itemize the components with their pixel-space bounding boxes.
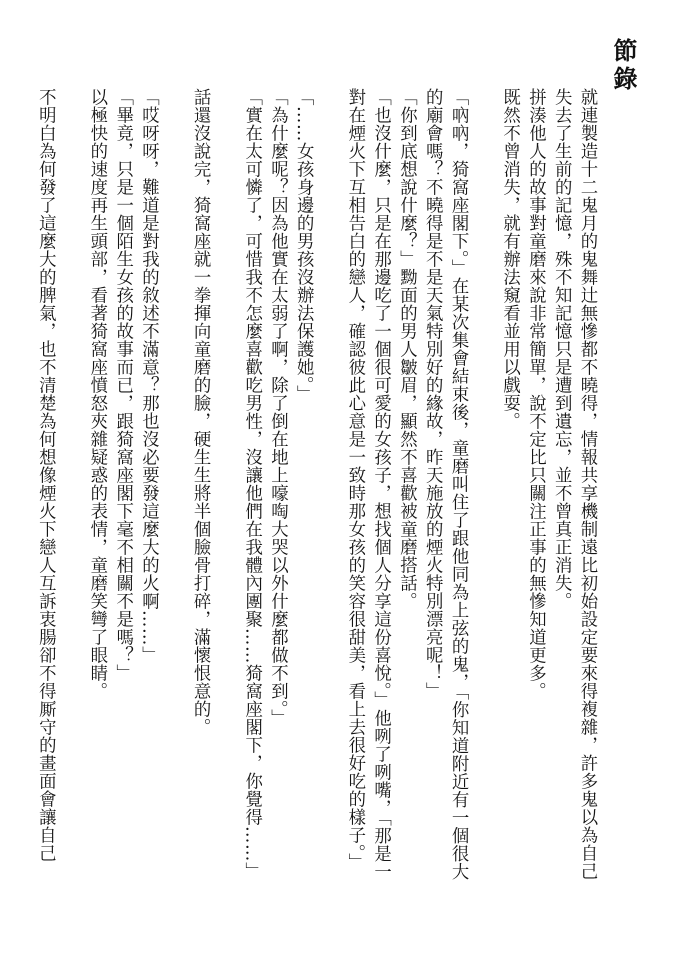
paragraph-7: 「也沒什麼，只是在那邊吃了一個很可愛的女孩子，想找個人分享這份喜悅。」他咧了咧嘴，「那是一對在煙火下互相告白的戀人，確認彼此心意是一致時那女孩的笑容很甜美，看上去很好吃的樣子。」 <box>344 88 391 881</box>
paragraph-13: 話還沒說完，猗窩座就一拳揮向童磨的臉，硬生生將半個臉骨打碎，滿懷恨意的。 <box>190 88 211 736</box>
paragraph-17: 以極快的速度再生頭部，看著猗窩座憤怒夾雜疑惑的表情，童磨笑彎了眼睛。 <box>86 88 107 700</box>
paragraph-5: 「吶吶，猗窩座閣下。」在某次集會結束後，童磨叫住了跟他同為上弦的鬼，「你知道附近有一個很大的廟會嗎？不曉得是不是天氣特別好的緣故，昨天施放的煙火特別漂亮呢！」 <box>422 88 469 881</box>
paragraph-11: 「實在太可憐了，可惜我不怎麼喜歡吃男性，沒讓他們在我體內團聚……猗窩座閣下，你覺得……」 <box>241 88 262 880</box>
chapter-title: 節錄 <box>609 38 638 94</box>
blank-line <box>470 88 496 888</box>
paragraph-15: 「哎呀呀，難道是對我的敘述不滿意？那也沒必要發這麼大的火啊……」 <box>138 88 159 664</box>
paragraph-9: 「……女孩身邊的男孩沒辦法保護她。」 <box>293 88 314 404</box>
blank-line <box>315 88 341 888</box>
paragraph-16: 「畢竟，只是一個陌生女孩的故事而已，跟猗窩座閣下毫不相關不是嗎？」 <box>112 88 133 682</box>
paragraph-2: 拼湊他人的故事對童磨來說非常簡單，說不定比只關注正事的無慘知道更多。 <box>525 88 546 700</box>
blank-line <box>160 88 186 888</box>
paragraph-3: 既然不曾消失，就有辦法窺看並用以戲耍。 <box>499 88 520 430</box>
blank-line <box>57 88 83 888</box>
paragraph-1: 就連製造十二鬼月的鬼舞辻無慘都不曉得，情報共享機制遠比初始設定要來得複雜，許多鬼以為自己失去了生前的記憶，殊不知記憶只是遭到遺忘，並不曾真正消失。 <box>551 88 597 880</box>
paragraph-6: 「你到底想說什麼？」黝面的男人皺眉，顯然不喜歡被童磨搭話。 <box>396 88 417 610</box>
paragraph-10: 「為什麼呢？因為他實在太弱了啊，除了倒在地上嚎啕大哭以外什麼都做不到。」 <box>267 88 288 728</box>
paragraph-19: 不明白為何發了這麼大的脾氣，也不清楚為何想像煙火下戀人互訴衷腸卻不得厮守的畫面會讓自己 <box>35 88 56 862</box>
vertical-body-text <box>35 88 599 888</box>
blank-line <box>212 88 238 888</box>
